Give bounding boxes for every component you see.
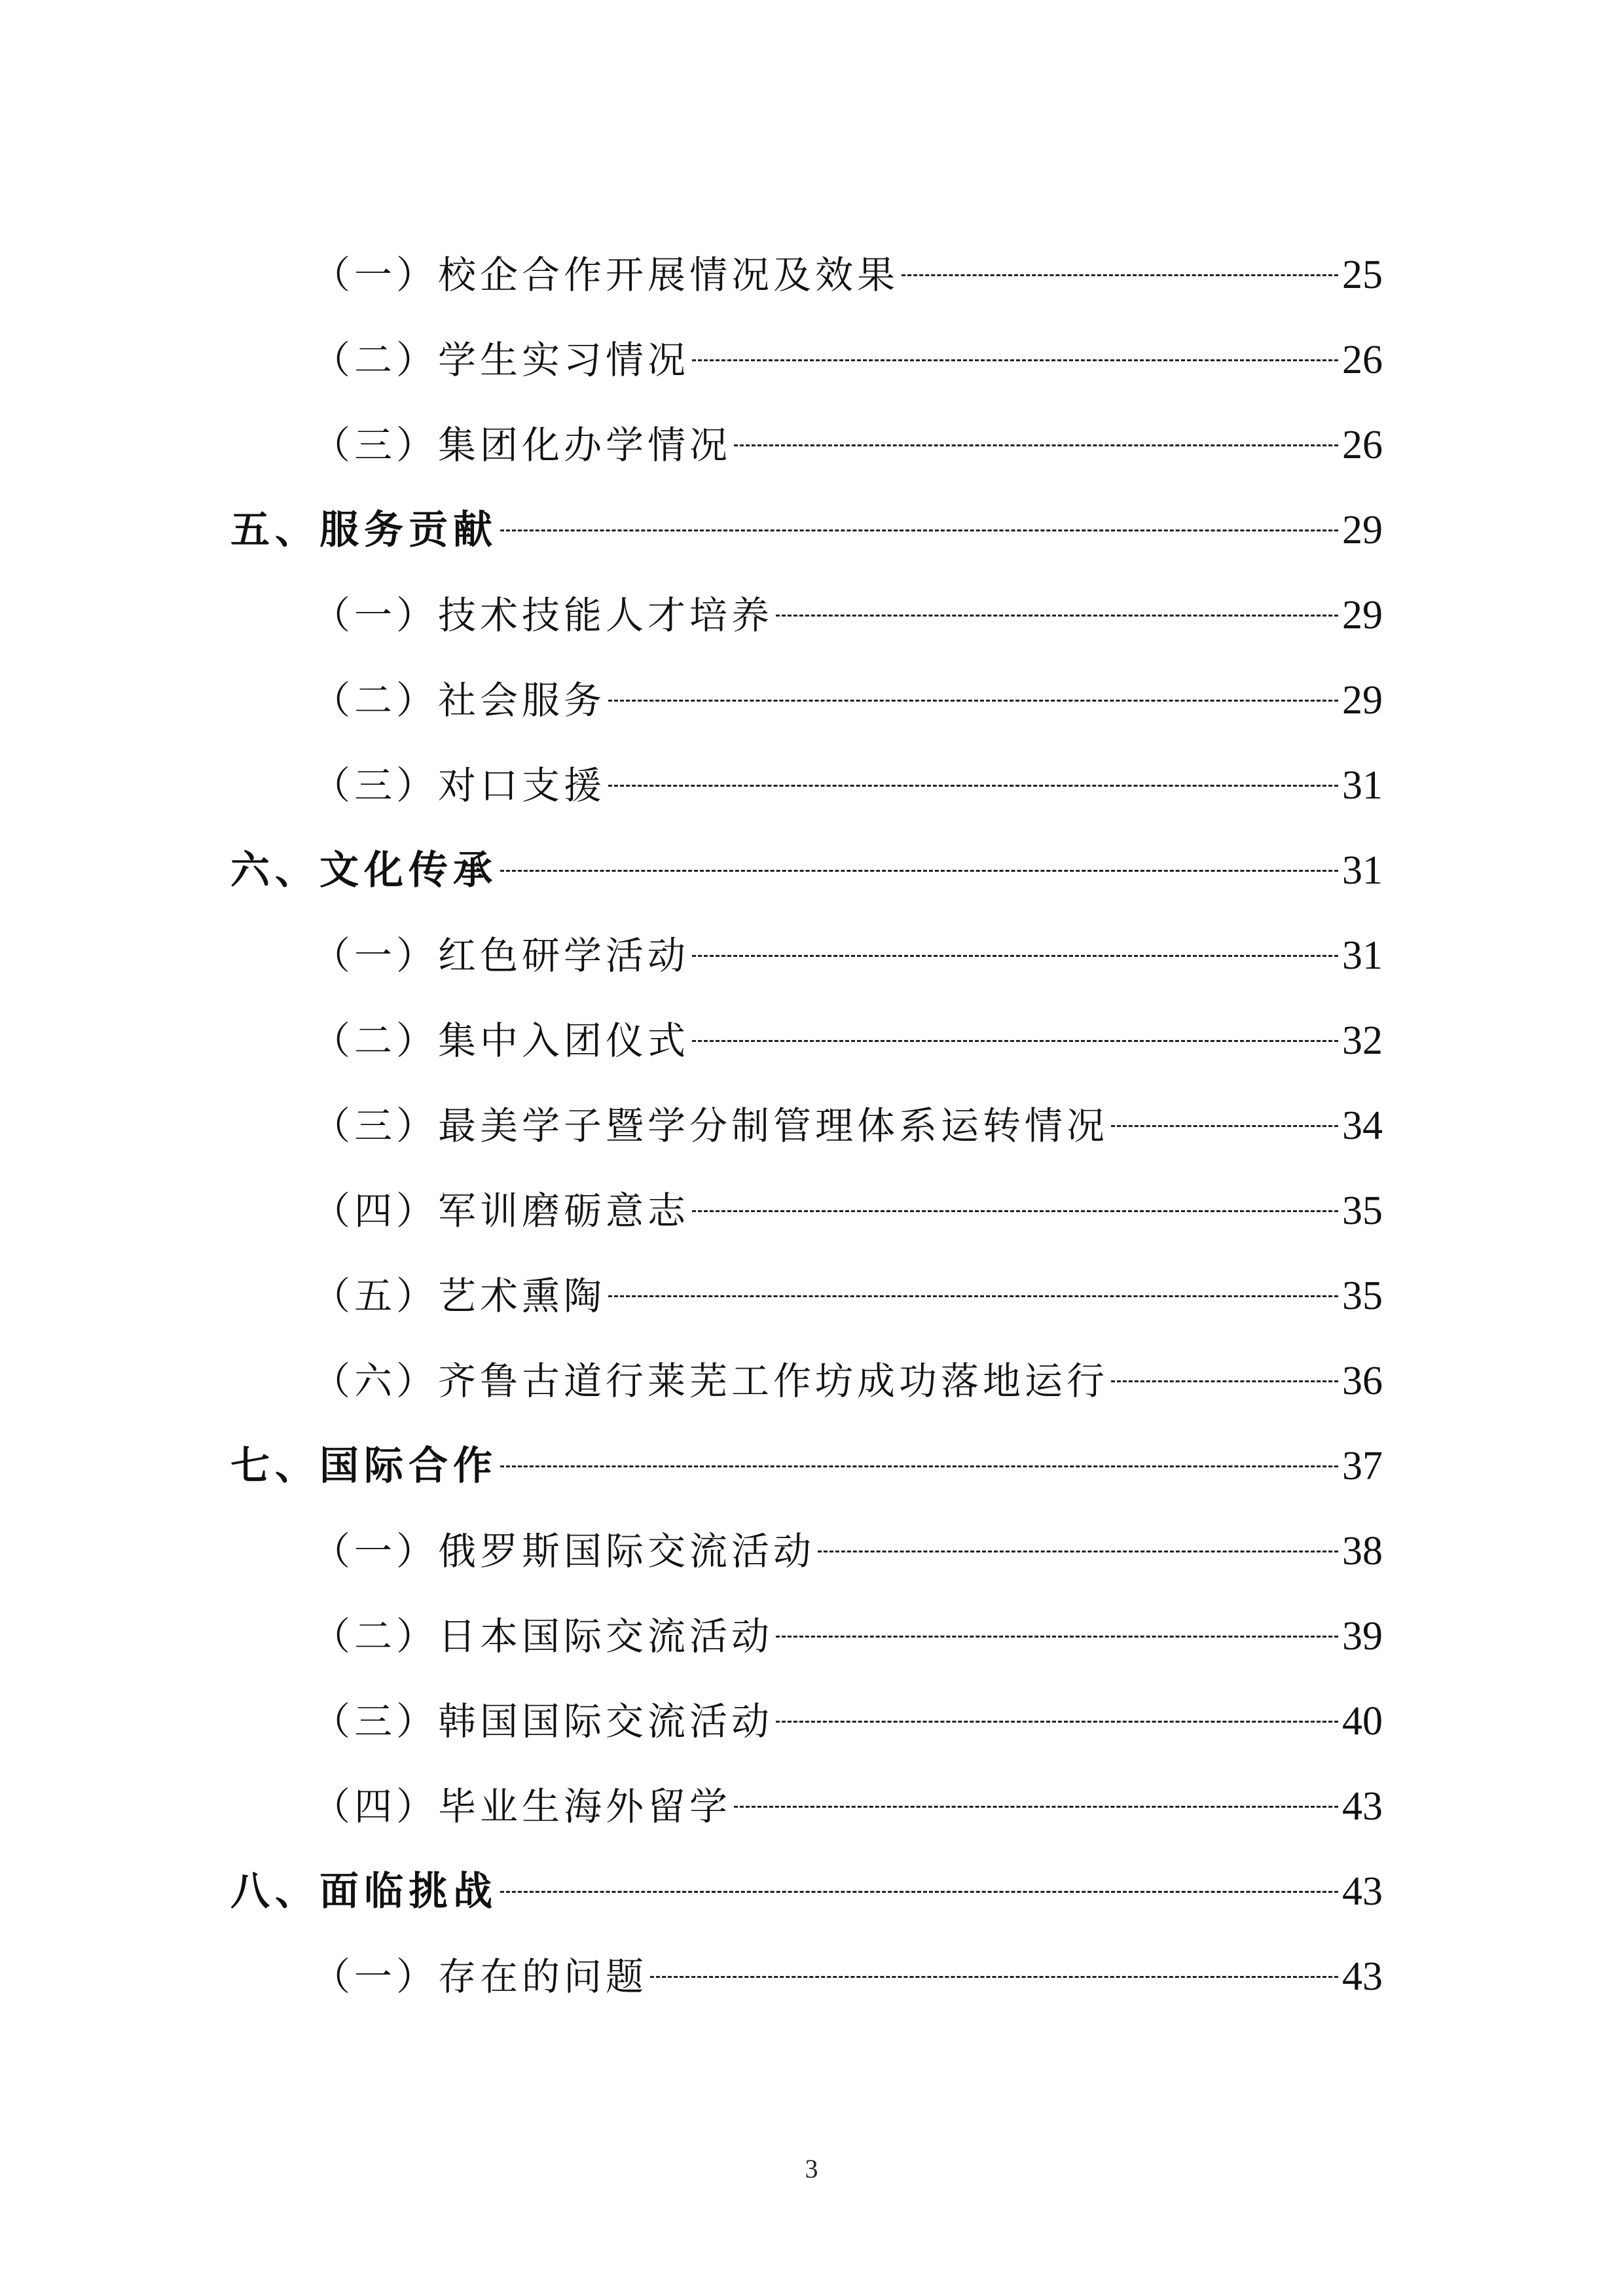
toc-leader-line <box>500 1465 1338 1467</box>
toc-leader-line <box>734 444 1338 446</box>
toc-leader-line <box>776 1636 1338 1638</box>
toc-entry-title: 五、服务贡献 <box>230 507 498 553</box>
toc-entry-page-number: 29 <box>1342 678 1383 723</box>
toc-leader-line <box>692 1210 1338 1212</box>
toc-entry-page-number: 37 <box>1342 1444 1383 1488</box>
toc-section-entry[interactable] <box>230 471 1383 556</box>
toc-leader-line <box>776 1721 1338 1723</box>
toc-leader-line <box>608 785 1338 787</box>
toc-subsection-entry[interactable] <box>230 301 1383 386</box>
toc-entry-page-number: 29 <box>1342 508 1383 552</box>
toc-entry-title: （二）社会服务 <box>312 678 606 723</box>
toc-subsection-entry[interactable] <box>230 1662 1383 1748</box>
toc-entry-page-number: 35 <box>1342 1274 1383 1318</box>
toc-entry-page-number: 26 <box>1342 338 1383 382</box>
toc-entry-page-number: 31 <box>1342 763 1383 808</box>
toc-entry-page-number: 43 <box>1342 1954 1383 1999</box>
toc-entry-title: （三）韩国国际交流活动 <box>312 1699 774 1744</box>
toc-entry-title: （一）存在的问题 <box>312 1954 648 1999</box>
toc-leader-line <box>500 1891 1338 1893</box>
toc-entry-title: （一）俄罗斯国际交流活动 <box>312 1529 816 1573</box>
toc-entry-page-number: 29 <box>1342 593 1383 637</box>
toc-subsection-entry[interactable] <box>230 1237 1383 1322</box>
toc-entry-title: （六）齐鲁古道行莱芜工作坊成功落地运行 <box>312 1359 1109 1403</box>
toc-leader-line <box>500 529 1338 531</box>
toc-entry-page-number: 39 <box>1342 1614 1383 1659</box>
toc-leader-line <box>500 870 1338 872</box>
toc-section-entry[interactable] <box>230 1407 1383 1492</box>
toc-leader-line <box>1111 1125 1338 1127</box>
toc-subsection-entry[interactable] <box>230 1918 1383 2003</box>
toc-entry-title: （一）技术技能人才培养 <box>312 593 774 637</box>
toc-section-entry[interactable] <box>230 812 1383 897</box>
toc-entry-title: （五）艺术熏陶 <box>312 1274 606 1318</box>
toc-leader-line <box>902 274 1338 276</box>
toc-entry-title: 六、文化传承 <box>230 848 498 893</box>
toc-entry-page-number: 35 <box>1342 1189 1383 1233</box>
toc-leader-line <box>776 615 1338 617</box>
toc-subsection-entry[interactable] <box>230 386 1383 471</box>
toc-leader-line <box>650 1976 1338 1978</box>
toc-entry-page-number: 34 <box>1342 1103 1383 1148</box>
toc-entry-title: （一）校企合作开展情况及效果 <box>312 253 900 297</box>
toc-section-entry[interactable] <box>230 1833 1383 1918</box>
toc-leader-line <box>734 1806 1338 1808</box>
toc-entry-title: （二）集中入团仪式 <box>312 1018 690 1063</box>
toc-entry-page-number: 43 <box>1342 1784 1383 1829</box>
toc-entry-page-number: 43 <box>1342 1869 1383 1914</box>
toc-entry-title: （一）红色研学活动 <box>312 933 690 978</box>
toc-entry-page-number: 36 <box>1342 1359 1383 1403</box>
toc-entry-title: （二）日本国际交流活动 <box>312 1614 774 1659</box>
toc-subsection-entry[interactable] <box>230 1152 1383 1237</box>
toc-entry-title: （四）军训磨砺意志 <box>312 1189 690 1233</box>
toc-subsection-entry[interactable] <box>230 1748 1383 1833</box>
toc-entry-page-number: 32 <box>1342 1018 1383 1063</box>
table-of-contents <box>230 216 1383 2003</box>
toc-leader-line <box>1111 1380 1338 1382</box>
toc-subsection-entry[interactable] <box>230 726 1383 812</box>
toc-leader-line <box>692 359 1338 361</box>
toc-entry-page-number: 31 <box>1342 848 1383 893</box>
toc-entry-page-number: 26 <box>1342 423 1383 467</box>
toc-entry-page-number: 25 <box>1342 253 1383 297</box>
toc-entry-page-number: 31 <box>1342 933 1383 978</box>
toc-subsection-entry[interactable] <box>230 1067 1383 1152</box>
toc-entry-title: （三）对口支援 <box>312 763 606 808</box>
toc-subsection-entry[interactable] <box>230 556 1383 641</box>
toc-entry-page-number: 38 <box>1342 1529 1383 1573</box>
toc-subsection-entry[interactable] <box>230 1492 1383 1577</box>
toc-entry-title: 八、面临挑战 <box>230 1869 498 1914</box>
toc-leader-line <box>608 700 1338 702</box>
toc-entry-title: （三）最美学子暨学分制管理体系运转情况 <box>312 1103 1109 1148</box>
toc-entry-title: （四）毕业生海外留学 <box>312 1784 732 1829</box>
page-number: 3 <box>805 2154 818 2183</box>
toc-leader-line <box>818 1551 1338 1552</box>
toc-subsection-entry[interactable] <box>230 897 1383 982</box>
toc-leader-line <box>692 1040 1338 1042</box>
toc-leader-line <box>608 1295 1338 1297</box>
toc-subsection-entry[interactable] <box>230 216 1383 301</box>
toc-subsection-entry[interactable] <box>230 641 1383 726</box>
toc-entry-page-number: 40 <box>1342 1699 1383 1744</box>
toc-leader-line <box>692 955 1338 957</box>
toc-subsection-entry[interactable] <box>230 1577 1383 1662</box>
toc-entry-title: 七、国际合作 <box>230 1443 498 1489</box>
toc-entry-title: （三）集团化办学情况 <box>312 423 732 467</box>
toc-entry-title: （二）学生实习情况 <box>312 338 690 382</box>
toc-subsection-entry[interactable] <box>230 982 1383 1067</box>
toc-subsection-entry[interactable] <box>230 1322 1383 1407</box>
